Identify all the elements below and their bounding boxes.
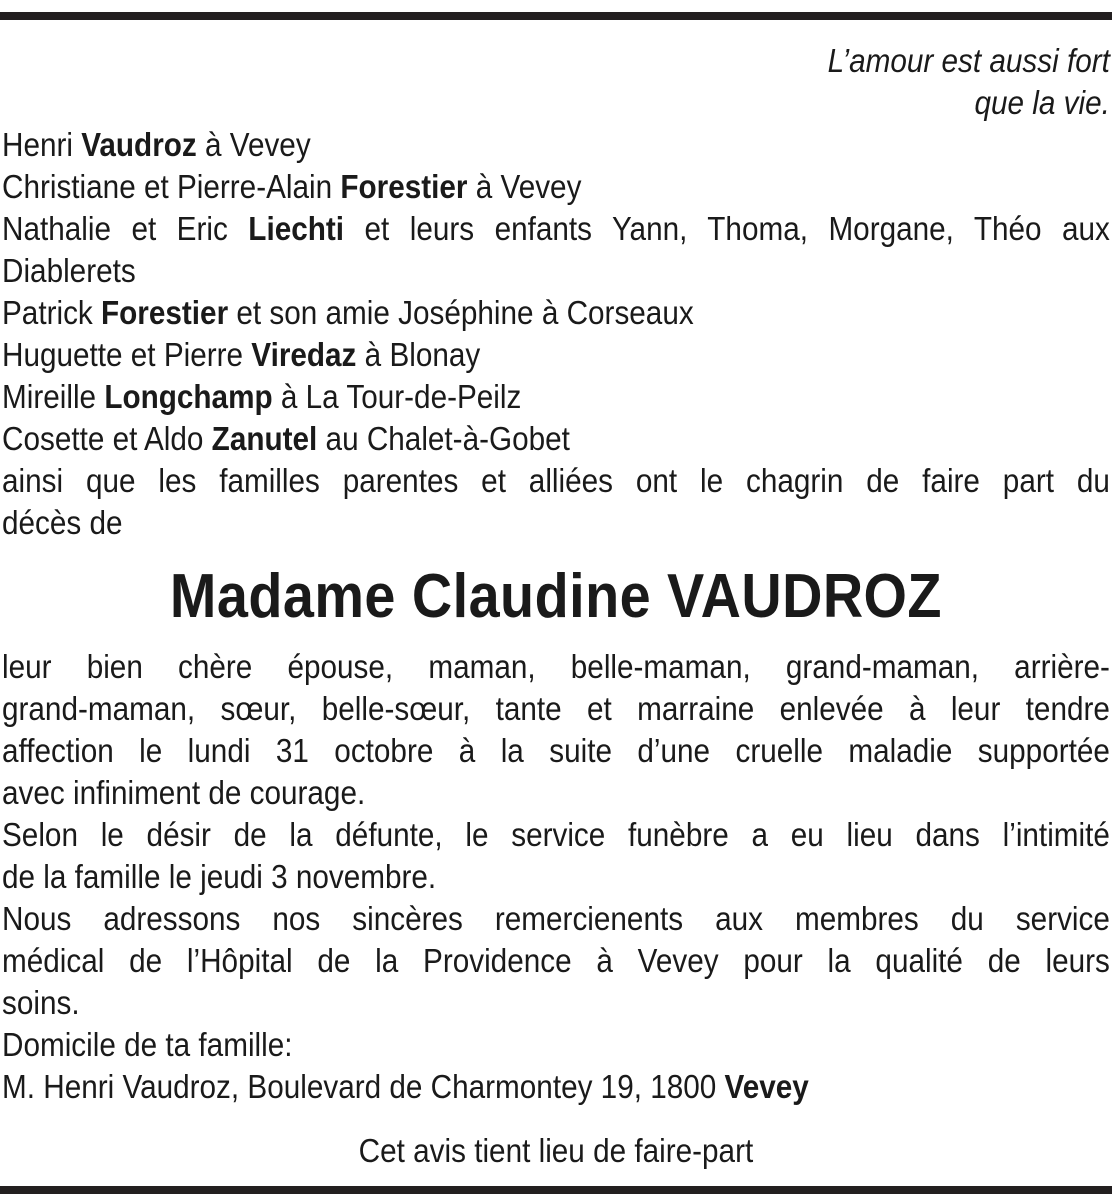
family-line: Nathalie et Eric Liechti et leurs enfants Yann, Thoma, Morgane, Théo aux	[2, 210, 1110, 247]
bottom-rule	[0, 1186, 1112, 1194]
address-city: Vevey	[724, 1068, 809, 1105]
text-line: affection le lundi 31 octobre à la suite d’une cruelle maladie supportée	[2, 732, 1110, 769]
domicile-label: Domicile de ta famille:	[2, 1026, 293, 1063]
epigraph-line-2: que la vie.	[974, 84, 1110, 121]
epigraph-line-1: L’amour est aussi fort	[827, 42, 1110, 79]
text-line: de la famille le jeudi 3 novembre.	[2, 858, 437, 895]
family-line: Patrick Forestier et son amie Joséphine à Corseaux	[2, 294, 694, 331]
obituary-notice	[2, 40, 1110, 1172]
paragraph-thanks	[2, 898, 1110, 1024]
family-line: Huguette et Pierre Viredaz à Blonay	[2, 336, 481, 373]
intro-line-1: ainsi que les familles parentes et alliées ont le chagrin de faire part du	[2, 462, 1110, 499]
paragraph-service	[2, 814, 1110, 898]
family-line: Cosette et Aldo Zanutel au Chalet-à-Gobet	[2, 420, 570, 457]
paragraph-tribute	[2, 646, 1110, 814]
family-line: Christiane et Pierre-Alain Forestier à Vevey	[2, 168, 582, 205]
deceased-name: Madame Claudine VAUDROZ	[169, 562, 942, 631]
text-line: grand-maman, sœur, belle-sœur, tante et marraine enlevée à leur tendre	[2, 690, 1110, 727]
top-rule	[0, 12, 1112, 20]
family-line: Henri Vaudroz à Vevey	[2, 126, 311, 163]
text-line: avec infiniment de courage.	[2, 774, 366, 811]
footer-note: Cet avis tient lieu de faire-part	[358, 1132, 754, 1169]
domicile-block	[2, 1024, 1110, 1108]
family-list	[2, 124, 1110, 460]
intro-text	[2, 460, 1110, 544]
text-line: Selon le désir de la défunte, le service funèbre a eu lieu dans l’intimité	[2, 816, 1110, 853]
text-line: leur bien chère épouse, maman, belle-maman, grand-maman, arrière-	[2, 648, 1110, 685]
text-line: médical de l’Hôpital de la Providence à Vevey pour la qualité de leurs	[2, 942, 1110, 979]
text-line: soins.	[2, 984, 80, 1021]
family-line: Diablerets	[2, 252, 136, 289]
text-line: Nous adressons nos sincères remercienents aux membres du service	[2, 900, 1110, 937]
epigraph	[2, 40, 1110, 124]
family-address: M. Henri Vaudroz, Boulevard de Charmontey 19, 1800 Vevey	[2, 1068, 809, 1105]
intro-line-2: décès de	[2, 504, 123, 541]
family-line: Mireille Longchamp à La Tour-de-Peilz	[2, 378, 522, 415]
